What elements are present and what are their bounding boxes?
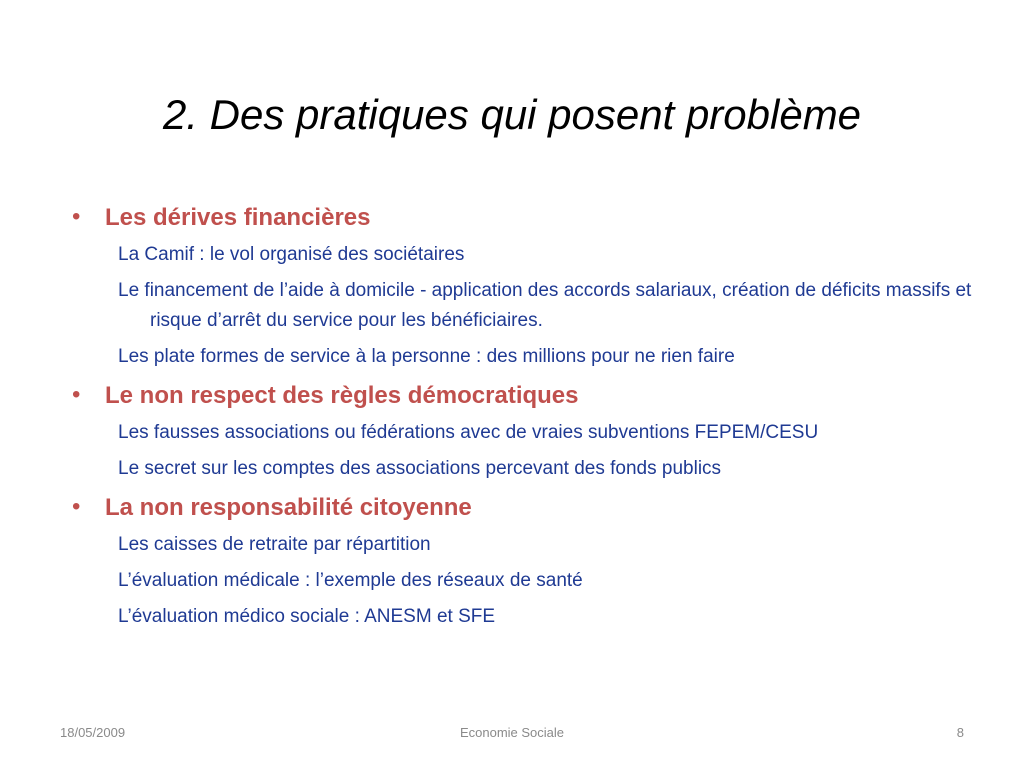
sub-item: L’évaluation médico sociale : ANESM et SFE xyxy=(118,606,496,627)
footer-date: 18/05/2009 xyxy=(60,725,126,740)
bullet-dot-icon: • xyxy=(72,381,81,408)
bullet-heading-row xyxy=(72,490,972,530)
slide-title: 2. Des pratiques qui posent problème xyxy=(162,91,862,138)
sub-item: Le secret sur les comptes des associations percevant des fonds publics xyxy=(118,458,722,479)
bullet-heading: Les dérives financières xyxy=(105,204,371,231)
sub-item: L’évaluation médicale : l’exemple des réseaux de santé xyxy=(118,570,583,591)
sub-item: Les plate formes de service à la personne : des millions pour ne rien faire xyxy=(118,346,735,367)
footer-title: Economie Sociale xyxy=(459,725,565,740)
sub-item: Les caisses de retraite par répartition xyxy=(118,534,431,555)
bullet-heading-row xyxy=(72,200,972,240)
bullet-heading: Le non respect des règles démocratiques xyxy=(105,382,579,409)
sub-item: Les fausses associations ou fédérations avec de vraies subventions FEPEM/CESU xyxy=(118,422,819,443)
slide-content xyxy=(72,200,972,638)
sub-item: La Camif : le vol organisé des sociétaires xyxy=(118,244,465,265)
bullet-dot-icon: • xyxy=(72,203,81,230)
section-financial-drifts xyxy=(72,200,972,372)
section-democratic-rules xyxy=(72,378,972,484)
bullet-heading: La non responsabilité citoyenne xyxy=(105,494,472,521)
bullet-dot-icon: • xyxy=(72,493,81,520)
sub-item: Le financement de l’aide à domicile - application des accords salariaux, création de déficits massifs et risque d’arrêt du service pour les bénéficiaires. xyxy=(118,280,972,331)
footer-page-number: 8 xyxy=(956,725,964,740)
section-civic-responsibility xyxy=(72,490,972,632)
bullet-heading-row xyxy=(72,378,972,418)
